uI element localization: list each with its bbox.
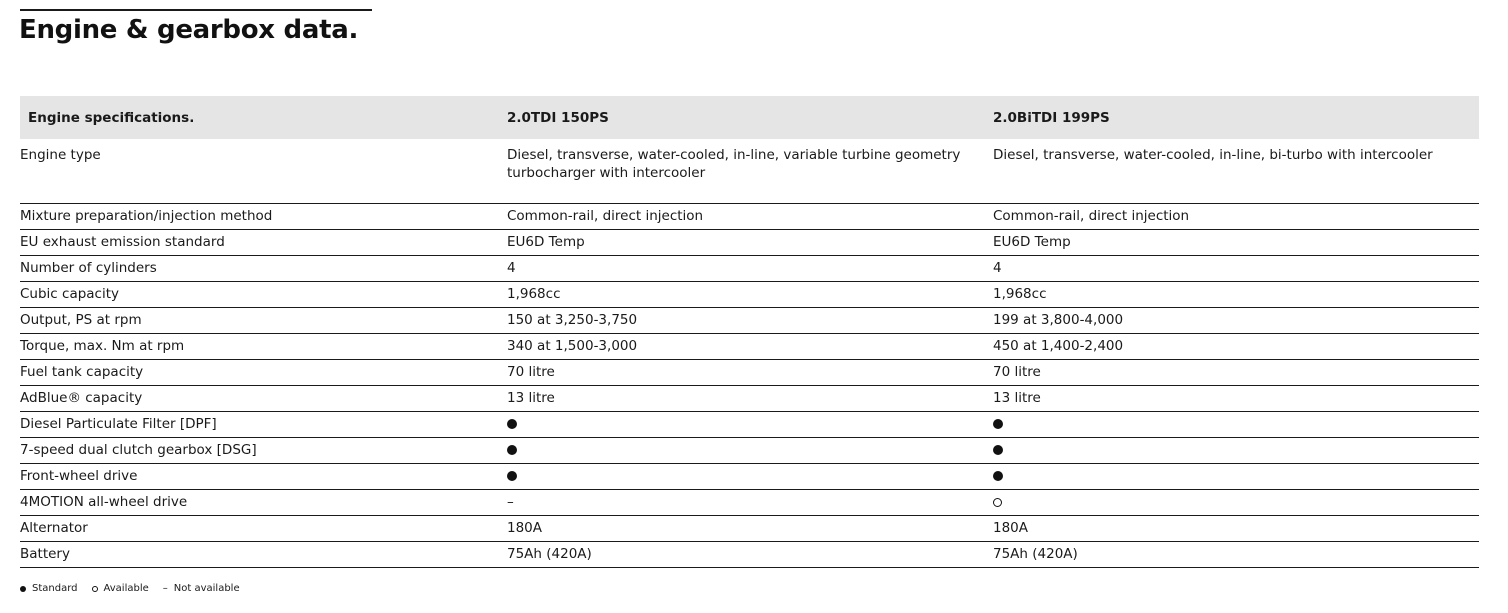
cell-150ps: 13 litre [507,390,555,406]
table-row [20,437,1479,463]
row-label: Diesel Particulate Filter [DPF] [20,416,217,432]
cell-standard [507,463,993,489]
row-label: Battery [20,546,70,562]
cell-150ps: 150 at 3,250-3,750 [507,312,638,328]
row-label: Front-wheel drive [20,468,138,484]
available-circle-icon [92,586,98,592]
row-label: AdBlue® capacity [20,390,143,406]
header-model-150ps: 2.0TDI 150PS [507,109,609,126]
cell-199ps: 180A [993,520,1029,536]
row-label: Cubic capacity [20,286,120,302]
cell-199ps: 450 at 1,400-2,400 [993,338,1124,354]
cell-199ps: 4 [993,260,1002,276]
cell-standard [507,437,993,463]
cell-199ps: EU6D Temp [993,234,1071,250]
row-label: EU exhaust emission standard [20,234,225,250]
cell-150ps: 180A [507,520,543,536]
table-row [20,359,1479,385]
cell-150ps: 75Ah (420A) [507,546,592,562]
standard-dot-icon [993,419,1003,429]
standard-dot-icon [507,445,517,455]
legend-available [92,583,149,594]
header-engine-specifications: Engine specifications. [28,109,195,126]
standard-dot-icon [993,471,1003,481]
row-label: Mixture preparation/injection method [20,208,273,224]
cell-150ps: 340 at 1,500-3,000 [507,338,638,354]
cell-199ps: 199 at 3,800-4,000 [993,312,1124,328]
cell-150ps: Common-rail, direct injection [507,208,704,224]
row-label: Output, PS at rpm [20,312,142,328]
row-label: 4MOTION all-wheel drive [20,494,188,510]
cell-199ps: 13 litre [993,390,1041,406]
cell-199ps: Common-rail, direct injection [993,208,1190,224]
table-row [20,411,1479,437]
title-rule [20,9,372,11]
available-circle-icon [993,498,1002,507]
table-row [20,515,1479,541]
cell-199ps: 75Ah (420A) [993,546,1078,562]
cell-150ps: 4 [507,260,516,276]
legend-not-available [163,583,240,594]
cell-standard [993,411,1479,437]
header-model-199ps: 2.0BiTDI 199PS [993,109,1110,126]
table-row [20,281,1479,307]
row-label: Fuel tank capacity [20,364,144,380]
row-label: Alternator [20,520,88,536]
table-row [20,203,1479,229]
row-label: Engine type [20,147,101,163]
table-row [20,307,1479,333]
cell-150ps: 70 litre [507,364,555,380]
cell-available [993,489,1479,515]
cell-150ps: 1,968cc [507,286,561,302]
cell-199ps: 70 litre [993,364,1041,380]
legend-standard [20,583,78,594]
standard-dot-icon [507,419,517,429]
legend-available-label: Available [103,583,149,594]
table-row [20,489,1479,515]
cell-199ps: Diesel, transverse, water-cooled, in-line, bi-turbo with intercooler [993,147,1433,163]
standard-dot-icon [20,586,26,592]
engine-spec-table [20,96,1479,568]
not-available-dash-icon: – [162,583,168,594]
row-label: Number of cylinders [20,260,157,276]
cell-150ps: EU6D Temp [507,234,585,250]
page-title: Engine & gearbox data. [19,15,359,45]
table-row [20,333,1479,359]
cell-standard [507,411,993,437]
table-header-row [20,96,1479,139]
standard-dot-icon [993,445,1003,455]
table-row [20,139,1479,203]
row-label: 7-speed dual clutch gearbox [DSG] [20,442,257,458]
cell-standard [993,463,1479,489]
table-row [20,385,1479,411]
legend [20,583,254,594]
cell-standard [993,437,1479,463]
table-row [20,255,1479,281]
table-row [20,541,1479,567]
table-row [20,229,1479,255]
row-label: Torque, max. Nm at rpm [20,338,185,354]
cell-150ps: Diesel, transverse, water-cooled, in-line, variable turbine geometry turbocharger with intercooler [507,147,961,181]
cell-150ps: – [507,494,514,510]
table-row [20,463,1479,489]
legend-not-available-label: Not available [173,583,240,594]
standard-dot-icon [507,471,517,481]
cell-199ps: 1,968cc [993,286,1047,302]
legend-standard-label: Standard [32,583,78,594]
